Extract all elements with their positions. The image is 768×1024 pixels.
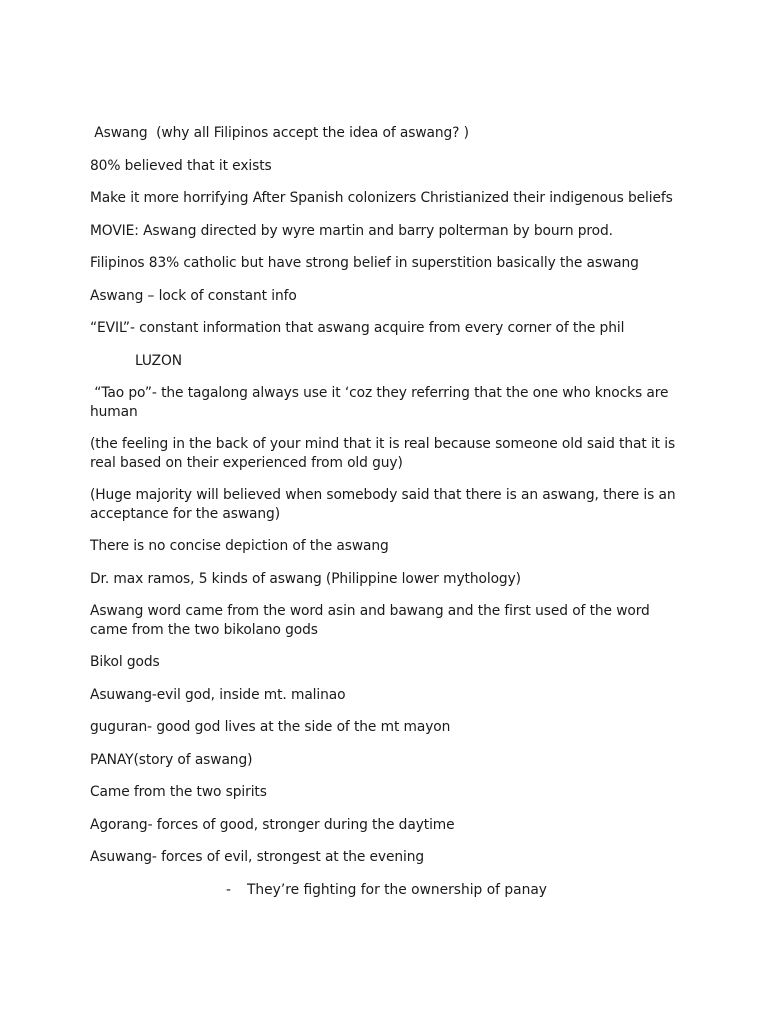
paragraph-tao-po: “Tao po”- the tagalong always use it ‘coz they referring that the one who knocks are human [90, 385, 673, 420]
bullet-text: They’re fighting for the ownership of panay [247, 881, 547, 898]
heading-aswang: Aswang (why all Filipinos accept the idea of aswang? ) [90, 125, 469, 141]
paragraph-no-depiction: There is no concise depiction of the aswang [90, 538, 389, 554]
paragraph-panay: PANAY(story of aswang) [90, 751, 253, 768]
paragraph-majority: (Huge majority will believed when somebody said that there is an aswang, there is an acceptance for the aswang) [90, 487, 680, 522]
paragraph-belief-percentage: 80% believed that it exists [90, 157, 272, 174]
paragraph-movie: MOVIE: Aswang directed by wyre martin and barry polterman by bourn prod. [90, 222, 613, 239]
paragraph-evil: “EVIL”- constant information that aswang acquire from every corner of the phil [90, 320, 625, 336]
paragraph-asuwang-god: Asuwang-evil god, inside mt. malinao [90, 686, 346, 703]
paragraph-horrifying: Make it more horrifying After Spanish colonizers Christianized their indigenous beliefs [90, 190, 673, 206]
paragraph-lock-info: Aswang – lock of constant info [90, 287, 297, 304]
paragraph-max-ramos: Dr. max ramos, 5 kinds of aswang (Philippine lower mythology) [90, 570, 521, 587]
document-body [90, 124, 680, 899]
paragraph-agorang: Agorang- forces of good, stronger during the daytime [90, 816, 455, 833]
paragraph-asuwang-evil: Asuwang- forces of evil, strongest at the evening [90, 849, 425, 865]
paragraph-word-origin: Aswang word came from the word asin and bawang and the first used of the word came from the two bikolano gods [90, 603, 655, 638]
paragraph-two-spirits: Came from the two spirits [90, 784, 267, 800]
bullet-marker: - [226, 881, 231, 898]
subheading-luzon: LUZON [135, 352, 182, 369]
bullet-item [90, 881, 680, 900]
paragraph-feeling: (the feeling in the back of your mind that it is real because someone old said that it is real based on their experienced from old guy) [90, 436, 680, 471]
paragraph-catholic: Filipinos 83% catholic but have strong belief in superstition basically the aswang [90, 255, 639, 271]
paragraph-bikol-gods: Bikol gods [90, 654, 160, 670]
paragraph-guguran: guguran- good god lives at the side of the mt mayon [90, 719, 451, 735]
